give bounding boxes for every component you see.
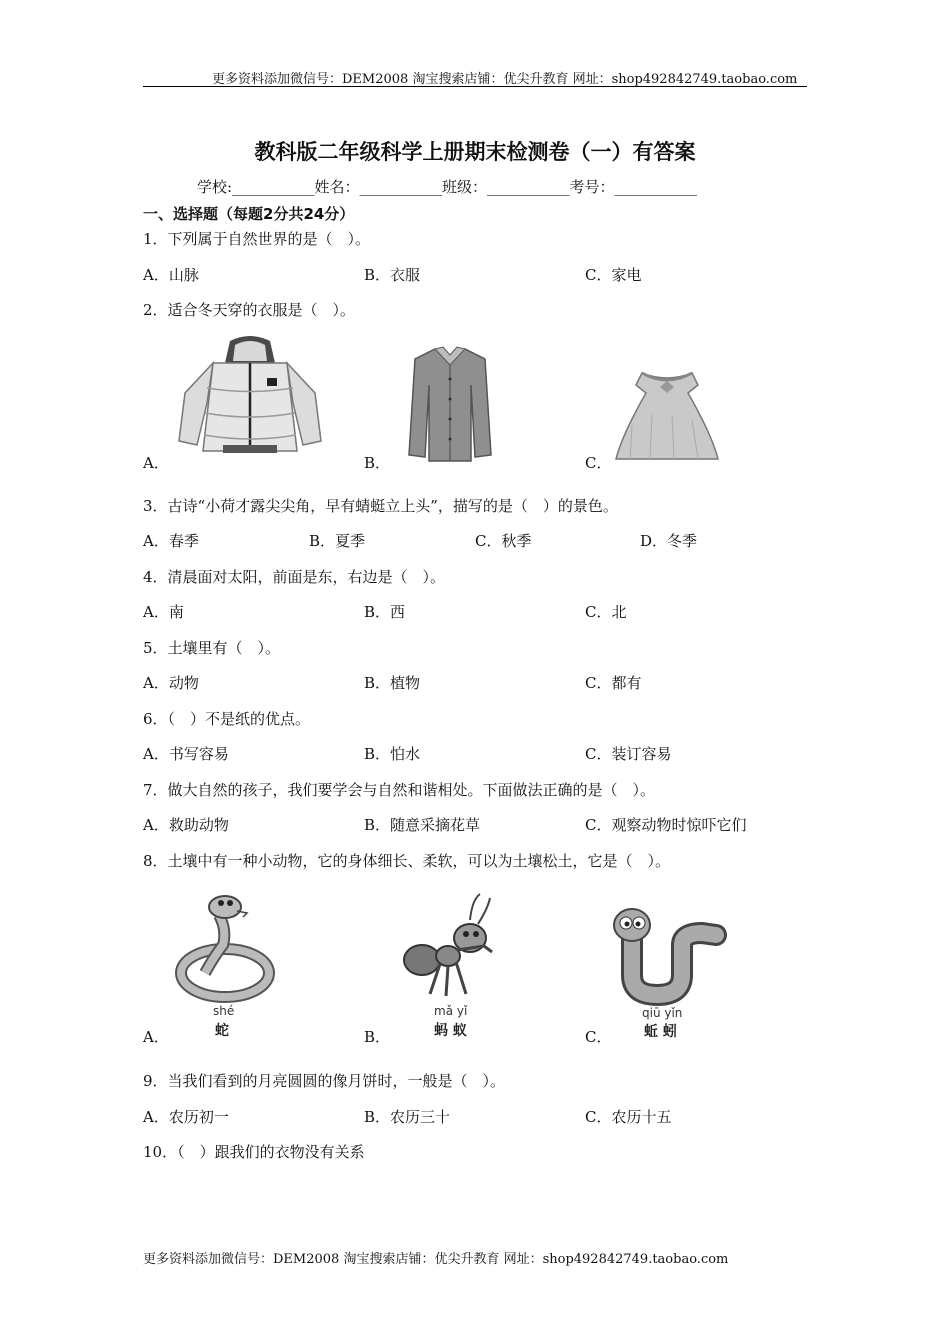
question-10: 10．（ ）跟我们的衣物没有关系	[143, 1143, 365, 1161]
earthworm-image[interactable]	[612, 895, 732, 1040]
question-1: 1．下列属于自然世界的是（ ）。	[143, 230, 371, 248]
dress-shirt-image[interactable]	[405, 345, 495, 463]
option-5b[interactable]: B．植物	[364, 674, 421, 692]
option-2b[interactable]: B．	[364, 454, 391, 472]
option-8c[interactable]: C．	[585, 1028, 612, 1046]
ant-image[interactable]	[400, 890, 500, 1040]
option-4a[interactable]: A．南	[143, 603, 184, 621]
option-9b[interactable]: B．农历三十	[364, 1108, 451, 1126]
puffer-jacket-image[interactable]	[175, 333, 325, 463]
option-3c[interactable]: C．秋季	[475, 532, 532, 550]
page-title: 教科版二年级科学上册期末检测卷（一）有答案	[254, 140, 696, 164]
section-heading: 一、选择题（每题2分共24分）	[143, 205, 355, 223]
snake-label: 蛇	[215, 1023, 229, 1039]
option-1b[interactable]: B．衣服	[364, 266, 421, 284]
question-7: 7．做大自然的孩子，我们要学会与自然和谐相处。下面做法正确的是（ ）。	[143, 781, 656, 799]
earthworm-label: 蚯 蚓	[644, 1024, 677, 1040]
question-4: 4．清晨面对太阳，前面是东，右边是（ ）。	[143, 568, 446, 586]
student-info-line: 学校:___________姓名：___________班级：___________考号：___________	[197, 178, 698, 196]
option-9c[interactable]: C．农历十五	[585, 1108, 672, 1126]
page-header: 更多资料添加微信号：DEM2008 淘宝搜索店铺：优尖升教育 网址：shop492842749.taobao.com	[212, 72, 798, 87]
page-footer: 更多资料添加微信号：DEM2008 淘宝搜索店铺：优尖升教育 网址：shop492842749.taobao.com	[143, 1252, 729, 1267]
option-7c[interactable]: C．观察动物时惊吓它们	[585, 816, 747, 834]
question-9: 9．当我们看到的月亮圆圆的像月饼时，一般是（ ）。	[143, 1072, 506, 1090]
option-8a[interactable]: A．	[143, 1028, 169, 1046]
ant-label: 蚂 蚁	[434, 1023, 467, 1039]
option-3a[interactable]: A．春季	[143, 532, 199, 550]
snake-image[interactable]	[175, 885, 275, 1040]
option-1c[interactable]: C．家电	[585, 266, 642, 284]
question-6: 6．（ ）不是纸的优点。	[143, 710, 311, 728]
header-rule	[143, 86, 807, 87]
option-4c[interactable]: C．北	[585, 603, 627, 621]
question-5: 5．土壤里有（ ）。	[143, 639, 281, 657]
option-5c[interactable]: C．都有	[585, 674, 642, 692]
option-1a[interactable]: A．山脉	[143, 266, 199, 284]
option-6c[interactable]: C．装订容易	[585, 745, 672, 763]
option-7b[interactable]: B．随意采摘花草	[364, 816, 481, 834]
question-3: 3．古诗“小荷才露尖尖角，早有蜻蜓立上头”，描写的是（ ）的景色。	[143, 497, 618, 515]
option-6b[interactable]: B．怕水	[364, 745, 421, 763]
option-2c[interactable]: C．	[585, 454, 612, 472]
option-2a[interactable]: A．	[143, 454, 169, 472]
option-9a[interactable]: A．农历初一	[143, 1108, 229, 1126]
option-3d[interactable]: D．冬季	[640, 532, 698, 550]
question-8: 8．土壤中有一种小动物，它的身体细长、柔软，可以为土壤松土，它是（ ）。	[143, 852, 671, 870]
option-7a[interactable]: A．救助动物	[143, 816, 229, 834]
option-8b[interactable]: B．	[364, 1028, 391, 1046]
option-6a[interactable]: A．书写容易	[143, 745, 229, 763]
earthworm-pinyin: qiū yǐn	[642, 1006, 683, 1020]
option-4b[interactable]: B．西	[364, 603, 406, 621]
option-5a[interactable]: A．动物	[143, 674, 199, 692]
ant-pinyin: mǎ yǐ	[434, 1004, 468, 1018]
snake-pinyin: shé	[213, 1004, 235, 1018]
option-3b[interactable]: B．夏季	[309, 532, 366, 550]
question-2: 2．适合冬天穿的衣服是（ ）。	[143, 301, 356, 319]
summer-dress-image[interactable]	[612, 365, 722, 465]
